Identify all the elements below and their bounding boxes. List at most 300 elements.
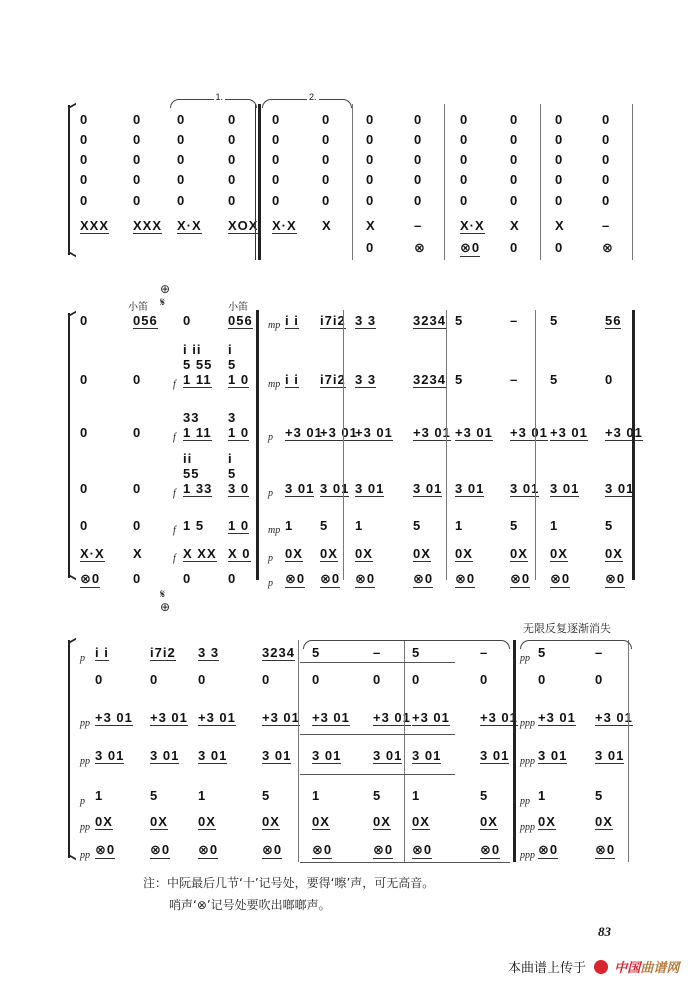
note-cell: 0 [555,112,564,127]
note-cell: 0 [602,172,611,187]
note-cell: 0 [133,372,142,387]
tie-bracket [303,640,510,649]
note-cell: 0 [510,172,519,187]
note-cell: 0 [133,152,142,167]
decrescendo-hairpin [300,662,455,663]
note-cell: 0 [366,240,375,255]
note-cell: 0 [555,132,564,147]
note-cell: 5 [480,788,489,803]
note-cell: 3 01 [150,748,180,763]
barline [540,104,541,260]
segno-icon: 𝄋 [160,295,166,309]
note-cell: 056 [228,313,253,328]
note-cell: 0X [285,546,303,561]
note-cell: 1 0 [228,372,250,387]
note-cell: 0 [414,152,423,167]
note-cell: 0 [414,172,423,187]
note-cell: 0 [228,571,237,586]
note-cell: 0 [602,112,611,127]
note-cell: 3 01 [595,748,625,763]
note-cell: XXX [80,218,110,233]
note-cell: 0 [538,672,547,687]
note-cell: ⊗0 [320,571,341,586]
note-cell: XOX [228,218,259,233]
note-cell: 0 [366,112,375,127]
note-cell: 5 [455,313,464,328]
note-cell: 0X [480,814,498,829]
note-cell: X [133,546,143,561]
note-cell: – [510,313,519,328]
note-cell: +3 01 [480,710,518,725]
repeat-end-barline [632,310,635,580]
note-cell: 0 [80,132,89,147]
note-cell: X [322,218,332,233]
note-cell: 0X [550,546,568,561]
note-cell: +3 01 [413,425,451,440]
note-cell: 3 01 [605,481,635,496]
note-cell: 0 [322,112,331,127]
note-cell: 0 [312,672,321,687]
note-cell: 3 3 [355,313,377,328]
note-cell: 0X [262,814,280,829]
note-cell: 0 [414,112,423,127]
dynamic-mark: ppp [520,850,535,861]
note-cell: 1 [312,788,321,803]
note-cell: ⊗0 [373,842,394,857]
note-cell: +3 01 [455,425,493,440]
system-brace [68,640,70,858]
note-cell: 0 [595,672,604,687]
dynamic-mark: pp [80,850,90,861]
note-cell: 0X [595,814,613,829]
note-cell: 0 [95,672,104,687]
note-cell: 0 [555,152,564,167]
note-cell: 3 01 [538,748,568,763]
dynamic-mark: p [268,553,273,564]
site-logo-icon [594,960,608,974]
coda-icon: ⊕ [160,282,171,296]
note-cell: 3 0 [228,481,250,496]
note-cell: 0 [460,112,469,127]
note-cell: 0 [177,193,186,208]
note-cell: 0 [510,112,519,127]
system-brace [68,105,70,255]
note-cell: 0 [133,425,142,440]
note-cell: ⊗0 [455,571,476,586]
note-cell: +3 01 [595,710,633,725]
note-cell: 0 [272,172,281,187]
note-cell: +3 01 [285,425,323,440]
dynamic-mark: p [268,578,273,589]
note-cell: 3 01 [455,481,485,496]
note-cell: +3 01 [510,425,548,440]
note-cell: ⊗0 [312,842,333,857]
note-cell: 0 [602,193,611,208]
note-cell: ⊗ [414,240,426,255]
note-cell: +3 01 [95,710,133,725]
note-cell: 0 [480,672,489,687]
note-cell: 0X [605,546,623,561]
note-cell: 5 [605,518,614,533]
note-cell: 3 01 [320,481,350,496]
dynamic-mark: pp [520,796,530,807]
watermark [508,957,679,976]
note-cell: 33 [183,410,200,425]
note-cell: +3 01 [320,425,358,440]
dynamic-mark: ppp [520,756,535,767]
note-cell: – [480,645,489,660]
note-cell: 0X [455,546,473,561]
barline [343,310,344,580]
note-cell: 0 [80,193,89,208]
note-cell: i7i2 [320,313,346,328]
dynamic-mark: f [173,379,176,390]
note-cell: 0 [80,152,89,167]
dynamic-mark: p [268,432,273,443]
note-cell: 0 [177,112,186,127]
note-cell: 0X [198,814,216,829]
note-cell: 0 [602,152,611,167]
note-cell: 0X [373,814,391,829]
repeat-start-barline [256,310,259,580]
note-cell: 5 [228,466,237,481]
note-cell: 1 [355,518,364,533]
note-cell: 0X [355,546,373,561]
note-cell: ⊗0 [605,571,626,586]
note-cell: 0 [460,172,469,187]
note-cell: ⊗0 [538,842,559,857]
note-cell: 5 [312,645,321,660]
instrument-label-piccolo: 小笛 [128,302,148,313]
note-cell: 0X [312,814,330,829]
note-cell: 0 [262,672,271,687]
note-cell: 0 [510,132,519,147]
note-cell: ⊗0 [460,240,481,255]
note-cell: 0 [133,132,142,147]
note-cell: 1 [95,788,104,803]
note-cell: 0 [460,193,469,208]
dynamic-mark: pp [520,653,530,664]
volta-1-bracket [170,92,257,108]
note-cell: 0 [414,132,423,147]
note-cell: i7i2 [150,645,176,660]
note-cell: – [510,372,519,387]
note-cell: i [228,451,233,466]
note-cell: i i [285,372,299,387]
note-cell: 0 [322,132,331,147]
note-cell: ⊗0 [510,571,531,586]
note-cell: 0 [183,313,192,328]
dynamic-mark: p [268,488,273,499]
note-cell: X [366,218,376,233]
dynamic-mark: f [173,488,176,499]
note-cell: 0 [322,152,331,167]
note-cell: 1 [550,518,559,533]
note-cell: 3234 [262,645,295,660]
note-cell: ⊗0 [285,571,306,586]
note-cell: +3 01 [355,425,393,440]
footnote-line-1: 注：中阮最后几节‘十’记号处，要得‘嚓’声，可无高音。 [143,876,435,890]
note-cell: i [228,342,233,357]
note-cell: 3 01 [95,748,125,763]
note-cell: 0 [555,172,564,187]
note-cell: 0 [272,193,281,208]
note-cell: X [510,218,520,233]
note-cell: ⊗0 [80,571,101,586]
note-cell: 0 [555,193,564,208]
note-cell: XXX [133,218,163,233]
dynamic-mark: p [80,796,85,807]
note-cell: i7i2 [320,372,346,387]
note-cell: 0 [80,112,89,127]
note-cell: 3 01 [262,748,292,763]
note-cell: 0 [460,152,469,167]
note-cell: 0 [510,240,519,255]
note-cell: 0 [510,193,519,208]
note-cell: 5 [320,518,329,533]
watermark-brand-2: 曲谱网 [640,961,680,976]
note-cell: 5 [228,357,237,372]
note-cell: 0 [272,152,281,167]
note-cell: 5 [510,518,519,533]
note-cell: 0 [183,571,192,586]
page-number: 83 [598,924,611,939]
note-cell: 0X [412,814,430,829]
note-cell: 056 [133,313,158,328]
note-cell: 0 [366,172,375,187]
barline [535,310,536,580]
note-cell: 1 [412,788,421,803]
decrescendo-hairpin [300,774,455,775]
decrescendo-hairpin [300,862,510,863]
dynamic-mark: f [173,525,176,536]
note-cell: 0X [538,814,556,829]
note-cell: 3 01 [373,748,403,763]
note-cell: 0 [322,172,331,187]
note-cell: ⊗0 [95,842,116,857]
note-cell: 0 [198,672,207,687]
note-cell: ⊗0 [262,842,283,857]
note-cell: 0 [373,672,382,687]
note-cell: 1 [455,518,464,533]
note-cell: +3 01 [198,710,236,725]
dynamic-mark: mp [268,320,281,331]
repeat-annotation: 无限反复逐渐消失 [523,622,611,635]
segno-icon: 𝄋 [160,587,166,601]
note-cell: 56 [605,313,622,328]
note-cell: 5 [455,372,464,387]
note-cell: 3234 [413,313,446,328]
note-cell: ⊗0 [595,842,616,857]
note-cell: X XX [183,546,217,561]
note-cell: 1 [538,788,547,803]
note-cell: +3 01 [312,710,350,725]
volta-2-bracket [262,92,352,108]
dynamic-mark: pp [80,822,90,833]
note-cell: 3 01 [285,481,315,496]
note-cell: 1 0 [228,425,250,440]
note-cell: 0 [133,518,142,533]
note-cell: 5 [413,518,422,533]
decrescendo-hairpin [300,734,455,735]
note-cell: 0 [272,132,281,147]
dynamic-mark: mp [268,379,281,390]
note-cell: ⊗0 [413,571,434,586]
note-cell: 5 [150,788,159,803]
note-cell: 5 [538,645,547,660]
note-cell: 5 [262,788,271,803]
note-cell: 0 [133,193,142,208]
note-cell: ⊗0 [198,842,219,857]
final-barline [513,640,516,862]
note-cell: 0 [228,132,237,147]
dynamic-mark: pp [80,756,90,767]
dynamic-mark: pp [80,718,90,729]
note-cell: 0X [413,546,431,561]
note-cell: 5 [550,372,559,387]
barline [352,104,353,260]
system-brace [68,313,70,578]
volta-2-label: 2. [309,92,317,102]
footnote-line-2: 哨声‘⊗’记号处要吹出啷啷声。 [169,898,331,912]
note-cell: 0 [414,193,423,208]
repeat-end-barline [628,640,629,862]
note-cell: 0X [95,814,113,829]
note-cell: +3 01 [550,425,588,440]
note-cell: 0 [80,518,89,533]
note-cell: 0 [460,132,469,147]
note-cell: ⊗0 [355,571,376,586]
double-barline [255,104,256,260]
note-cell: 0 [177,132,186,147]
note-cell: 0 [366,193,375,208]
dynamic-mark: ppp [520,718,535,729]
dynamic-mark: mp [268,525,281,536]
note-cell: 55 [183,466,200,481]
note-cell: 1 33 [183,481,213,496]
note-cell: 0 [177,172,186,187]
note-cell: – [595,645,604,660]
note-cell: +3 01 [262,710,300,725]
note-cell: X [555,218,565,233]
note-cell: 5 [595,788,604,803]
note-cell: 3 01 [355,481,385,496]
note-cell: 0 [366,132,375,147]
note-cell: 0 [80,172,89,187]
note-cell: X·X [177,218,202,233]
note-cell: 1 11 [183,425,212,440]
barline [298,640,299,862]
note-cell: 1 [198,788,207,803]
barline [632,104,633,260]
note-cell: 0 [133,172,142,187]
note-cell: 0X [510,546,528,561]
dynamic-mark: f [173,553,176,564]
note-cell: X·X [272,218,297,233]
footnote [143,872,434,916]
note-cell: 0 [602,132,611,147]
note-cell: 3 01 [413,481,443,496]
dynamic-mark: f [173,432,176,443]
note-cell: +3 01 [373,710,411,725]
note-cell: 0 [272,112,281,127]
note-cell: X 0 [228,546,251,561]
note-cell: i ii [183,342,202,357]
note-cell: 0 [228,172,237,187]
note-cell: 3 [228,410,237,425]
watermark-prefix: 本曲谱上传于 [508,961,587,976]
note-cell: i i [285,313,299,328]
note-cell: 0 [510,152,519,167]
dynamic-mark: p [80,653,85,664]
note-cell: 5 [412,645,421,660]
note-cell: 1 11 [183,372,212,387]
note-cell: 0 [80,372,89,387]
note-cell: 3 01 [510,481,540,496]
note-cell: 0 [605,372,614,387]
note-cell: 5 55 [183,357,213,372]
note-cell: ⊗0 [550,571,571,586]
note-cell: 0 [150,672,159,687]
tie-bracket [520,640,632,649]
note-cell: ⊗ [602,240,614,255]
note-cell: ⊗0 [150,842,171,857]
note-cell: i i [95,645,109,660]
barline [404,640,405,862]
note-cell: +3 01 [538,710,576,725]
dynamic-mark: ppp [520,822,535,833]
note-cell: ⊗0 [480,842,501,857]
note-cell: ii [183,451,193,466]
note-cell: +3 01 [150,710,188,725]
note-cell: 5 [550,313,559,328]
note-cell: – [373,645,382,660]
note-cell: 0 [228,152,237,167]
instrument-label-piccolo: 小笛 [228,302,248,313]
note-cell: 0 [80,481,89,496]
barline [444,104,445,260]
note-cell: 0 [322,193,331,208]
watermark-brand-1: 中国 [614,961,641,976]
note-cell: 0 [80,313,89,328]
note-cell: 3 01 [550,481,580,496]
note-cell: 1 0 [228,518,250,533]
coda-icon: ⊕ [160,600,171,614]
note-cell: 3 3 [355,372,377,387]
note-cell: +3 01 [605,425,643,440]
note-cell: 0 [177,152,186,167]
barline [446,310,447,580]
note-cell: 1 5 [183,518,205,533]
note-cell: 0 [228,193,237,208]
note-cell: 3234 [413,372,446,387]
note-cell: X·X [80,546,105,561]
note-cell: 3 01 [312,748,342,763]
volta-1-label: 1. [215,92,224,102]
note-cell: 0 [133,571,142,586]
note-cell: X·X [460,218,485,233]
note-cell: 0 [133,481,142,496]
note-cell: 0X [150,814,168,829]
note-cell: 0X [320,546,338,561]
note-cell: 0 [133,112,142,127]
note-cell: 3 3 [198,645,220,660]
note-cell: 0 [228,112,237,127]
note-cell: 3 01 [198,748,228,763]
note-cell: ⊗0 [412,842,433,857]
note-cell: 1 [285,518,294,533]
note-cell: 5 [373,788,382,803]
